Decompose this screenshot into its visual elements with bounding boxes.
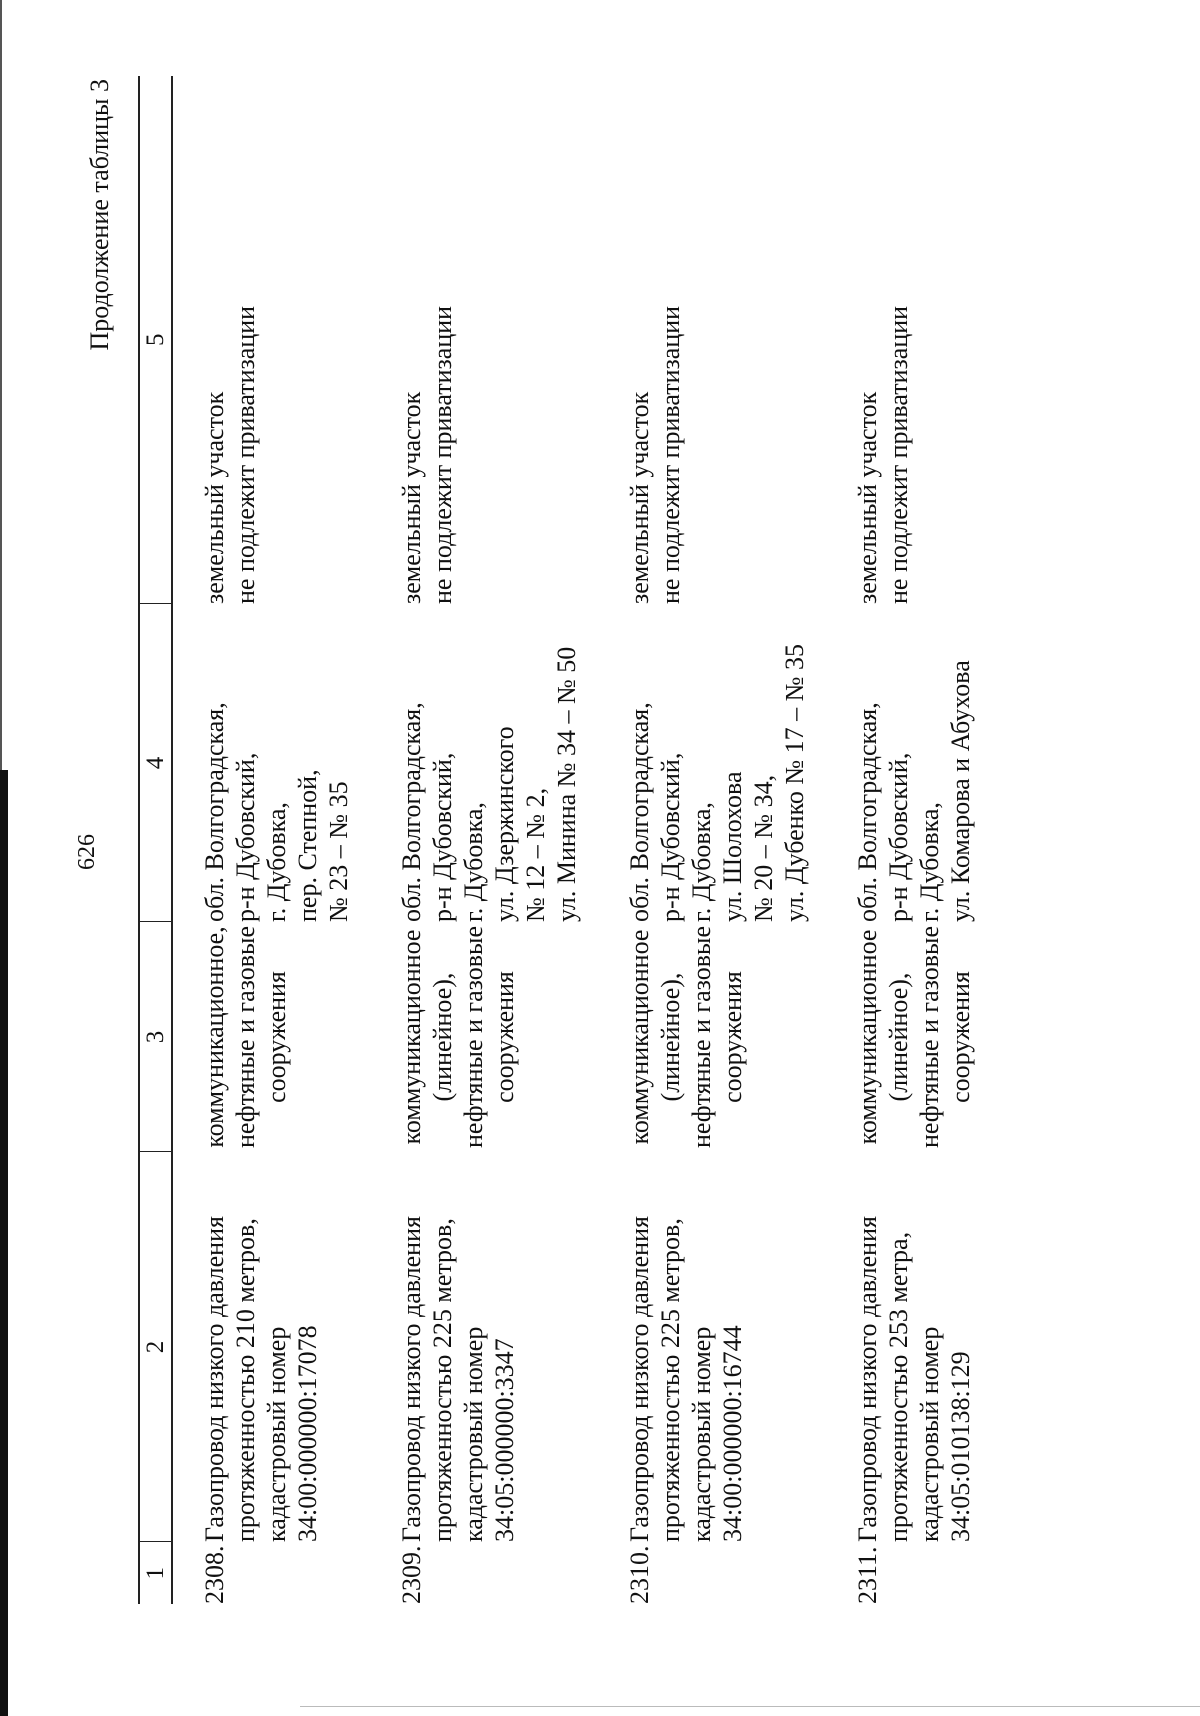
table-continuation-label: Продолжение таблицы 3 — [85, 79, 114, 351]
object-address-line: г. Дубовка, — [459, 802, 488, 922]
object-note-line: не подлежит приватизации — [884, 305, 913, 604]
row-gap — [582, 76, 624, 1604]
object-name-line: кадастровый номер — [459, 1326, 488, 1542]
object-name-line: Газопровод низкого давления — [397, 1216, 426, 1542]
object-note-cell — [852, 76, 976, 604]
object-name-line: Газопровод низкого давления — [853, 1216, 882, 1542]
object-address-line: обл. Волгоградская, — [625, 702, 654, 922]
object-name-line: протяженностью 210 метров, — [231, 1218, 260, 1542]
object-name-cell — [199, 1152, 354, 1542]
object-note-line: земельный участок — [853, 391, 882, 604]
object-name-line: 34:05:010138:129 — [946, 1351, 975, 1542]
table-row — [396, 76, 582, 1604]
object-type-line: сооружения — [262, 971, 291, 1103]
object-type-line: (линейное), — [884, 972, 913, 1102]
object-note-line: земельный участок — [200, 391, 229, 604]
spacer-row — [172, 76, 199, 1604]
object-type-line: (линейное), — [656, 972, 685, 1102]
object-name-line: кадастровый номер — [687, 1326, 716, 1542]
object-note-line: не подлежит приватизации — [231, 305, 260, 604]
row-gap — [354, 76, 396, 1604]
object-address-line: р-н Дубовский, — [231, 752, 260, 922]
object-type-cell — [624, 922, 810, 1152]
object-address-line: ул. Минина № 34 – № 50 — [552, 646, 581, 922]
object-address-line: р-н Дубовский, — [428, 752, 457, 922]
object-address-line: ул. Комарова и Абухова — [946, 660, 975, 922]
object-name-cell — [396, 1152, 582, 1542]
object-name-line: протяженностью 253 метра, — [884, 1231, 913, 1542]
object-type-line: коммуникационное — [853, 929, 882, 1145]
table-row — [852, 76, 976, 1604]
object-address-line: ул. Шолохова — [718, 771, 747, 922]
object-address-line: г. Дубовка, — [262, 802, 291, 922]
object-name-line: кадастровый номер — [915, 1326, 944, 1542]
object-type-line: сооружения — [490, 971, 519, 1103]
row-number-cell: 2308. — [200, 1545, 229, 1604]
object-address-line: обл. Волгоградская, — [200, 702, 229, 922]
object-address-cell — [396, 604, 582, 922]
column-header: 1 — [139, 1542, 172, 1604]
object-address-line: № 23 – № 35 — [324, 781, 353, 922]
object-type-cell — [396, 922, 582, 1152]
object-name-line: кадастровый номер — [262, 1326, 291, 1542]
object-address-line: р-н Дубовский, — [656, 752, 685, 922]
object-address-line: р-н Дубовский, — [884, 752, 913, 922]
object-type-line: коммуникационное — [625, 929, 654, 1145]
object-name-line: протяженностью 225 метров, — [428, 1218, 457, 1542]
object-type-line: сооружения — [718, 971, 747, 1103]
object-address-line: № 12 – № 2, — [521, 787, 550, 922]
object-address-line: г. Дубовка, — [687, 802, 716, 922]
object-address-cell — [199, 604, 354, 922]
object-type-line: сооружения — [946, 971, 975, 1103]
object-address-line: № 20 – № 34, — [749, 774, 778, 922]
table-row — [624, 76, 810, 1604]
header-row — [139, 76, 172, 1604]
object-type-line: нефтяные и газовые — [915, 925, 944, 1149]
object-address-line: пер. Степной, — [293, 769, 322, 922]
object-note-cell — [396, 76, 582, 604]
object-type-cell — [199, 922, 354, 1152]
object-name-cell — [852, 1152, 976, 1542]
object-note-line: земельный участок — [625, 391, 654, 604]
object-note-cell — [624, 76, 810, 604]
object-name-line: 34:05:000000:3347 — [490, 1338, 519, 1542]
object-note-line: земельный участок — [397, 391, 426, 604]
object-type-line: (линейное), — [428, 972, 457, 1102]
object-name-line: 34:00:000000:17078 — [293, 1325, 322, 1542]
object-address-line: ул. Дубенко № 17 – № 35 — [780, 644, 809, 922]
object-type-cell — [852, 922, 976, 1152]
object-address-line: обл. Волгоградская, — [853, 702, 882, 922]
column-header: 3 — [139, 922, 172, 1152]
object-type-line: нефтяные и газовые — [687, 925, 716, 1149]
object-note-line: не подлежит приватизации — [656, 305, 685, 604]
row-number-cell: 2309. — [397, 1545, 426, 1604]
object-name-line: протяженностью 225 метров, — [656, 1218, 685, 1542]
object-type-line: коммуникационное — [397, 929, 426, 1145]
property-table — [138, 76, 976, 1604]
object-type-line: нефтяные и газовые — [231, 925, 260, 1149]
object-name-line: Газопровод низкого давления — [200, 1216, 229, 1542]
object-name-cell — [624, 1152, 810, 1542]
object-address-cell — [852, 604, 976, 922]
table-row — [199, 76, 354, 1604]
object-type-line: коммуникационное, — [200, 926, 229, 1148]
row-number-cell: 2310. — [625, 1545, 654, 1604]
object-address-line: ул. Дзержинского — [490, 726, 519, 922]
object-address-line: обл. Волгоградская, — [397, 702, 426, 922]
object-address-cell — [624, 604, 810, 922]
row-gap — [810, 76, 852, 1604]
object-note-line: не подлежит приватизации — [428, 305, 457, 604]
row-number-cell: 2311. — [853, 1546, 882, 1604]
object-address-line: г. Дубовка, — [915, 802, 944, 922]
column-header: 4 — [139, 604, 172, 922]
page-number: 626 — [74, 834, 100, 870]
object-name-line: Газопровод низкого давления — [625, 1216, 654, 1542]
object-note-cell — [199, 76, 354, 604]
object-name-line: 34:00:000000:16744 — [718, 1325, 747, 1542]
object-type-line: нефтяные и газовые — [459, 925, 488, 1149]
column-header: 2 — [139, 1152, 172, 1542]
column-header: 5 — [139, 76, 172, 604]
